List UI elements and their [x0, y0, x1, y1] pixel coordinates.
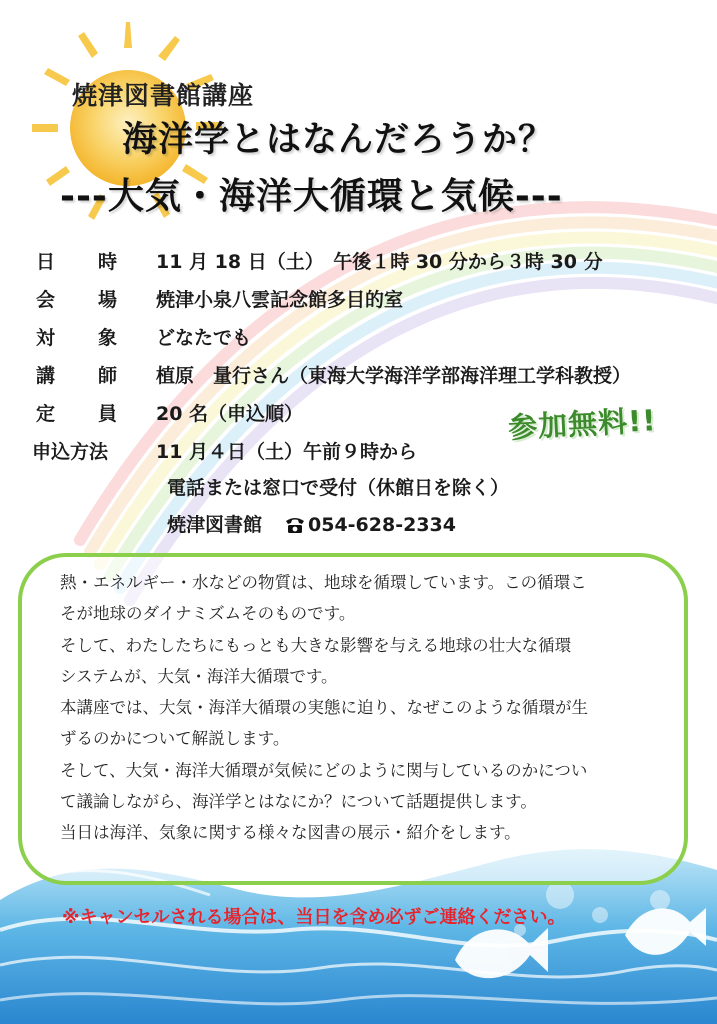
label-char: 師 — [98, 365, 118, 387]
label-char: 象 — [98, 327, 118, 349]
application-method: 電話または窓口で受付（休館日を除く） — [167, 477, 510, 499]
detail-value: 11 月４日（土）午前９時から — [156, 441, 418, 463]
label-char: 定 — [36, 403, 56, 425]
label-char: 員 — [98, 403, 118, 425]
detail-value: 20 名（申込順） — [156, 403, 304, 425]
label-char: 対 — [36, 327, 56, 349]
series-title: 焼津図書館講座 — [72, 81, 255, 110]
description-line: 熱・エネルギー・水などの物質は、地球を循環しています。この循環こ — [60, 573, 587, 592]
description-line: そして、わたしたちにもっとも大きな影響を与える地球の壮大な循環 — [60, 635, 572, 655]
label-char: 会 — [36, 289, 56, 311]
label-char: 日 — [36, 251, 56, 273]
description-line: そして、大気・海洋大循環が気候にどのように関与しているのかについ — [60, 760, 588, 780]
detail-value: 植原 量行さん（東海大学海洋学部海洋理工学科教授） — [156, 365, 632, 387]
library-name: 焼津図書館 — [167, 514, 263, 536]
detail-value: 11 月 18 日（土） 午後１時 30 分から３時 30 分 — [156, 251, 603, 273]
description-line: 本講座では、大気・海洋大循環の実態に迫り、なぜこのような循環が生 — [60, 698, 588, 718]
label-char: 講 — [36, 365, 56, 387]
free-admission-badge: 参加無料!! — [507, 403, 658, 445]
phone-number: 054-628-2334 — [308, 514, 456, 536]
detail-value: どなたでも — [156, 327, 252, 349]
label-char: 場 — [98, 289, 118, 311]
cancellation-notice: ※キャンセルされる場合は、当日を含め必ずご連絡ください。 — [62, 907, 566, 928]
description-line: システムが、大気・海洋大循環です。 — [60, 666, 338, 686]
page-title: 海洋学とはなんだろうか？ — [122, 120, 555, 160]
description-line: 当日は海洋、気象に関する様々な図書の展示・紹介をします。 — [60, 823, 521, 843]
detail-label: 申込方法 — [32, 441, 109, 463]
detail-value: 焼津小泉八雲記念館多目的室 — [156, 289, 404, 311]
description-line: て議論しながら、海洋学とはなにか？について話題提供します。 — [60, 792, 537, 812]
page-subtitle: ---大気・海洋大循環と気候--- — [60, 176, 563, 217]
description-text — [60, 567, 670, 849]
contact-line — [167, 510, 456, 539]
label-char: 時 — [98, 251, 118, 273]
phone-icon — [284, 516, 306, 539]
description-line: ずるのかについて解説します。 — [60, 729, 290, 749]
description-line: そが地球のダイナミズムそのものです。 — [60, 604, 356, 624]
